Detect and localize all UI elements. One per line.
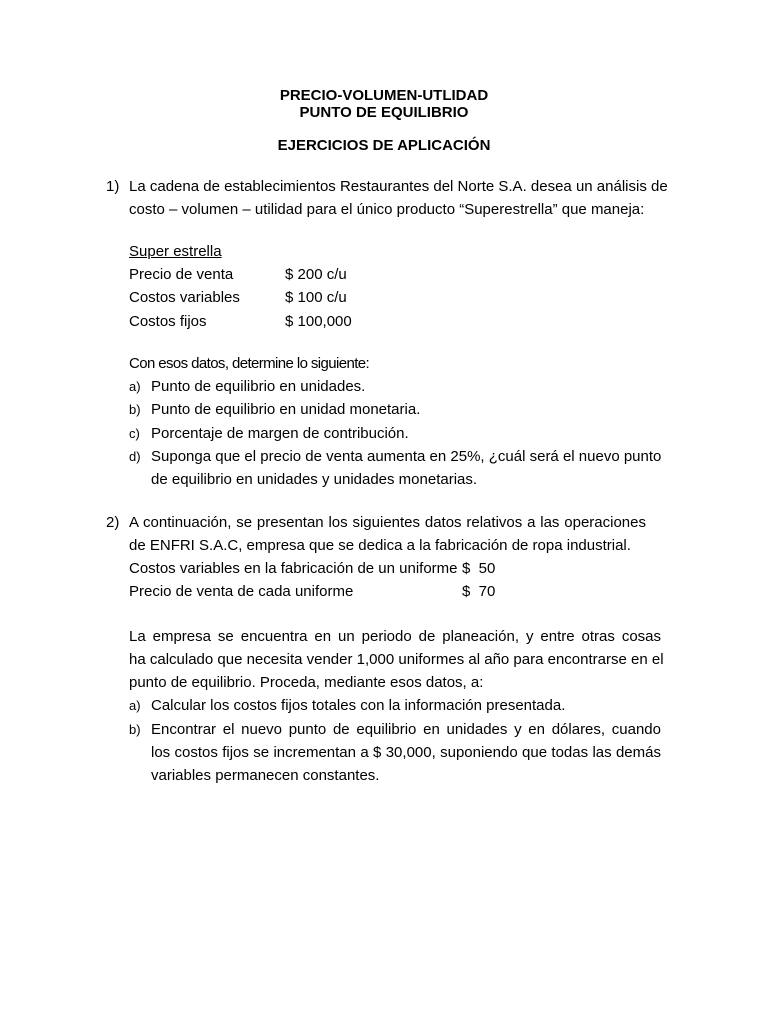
list-item: Porcentaje de margen de contribución. <box>151 425 409 442</box>
exercise-2-paragraph-line-1: La empresa se encuentra en un periodo de planeación, y entre otras cosas <box>129 628 661 645</box>
exercise-1-intro-line-2: costo – volumen – utilidad para el único producto “Superestrella” que maneja: <box>129 201 645 218</box>
variable-cost-label: Costos variables <box>129 289 240 306</box>
list-letter: a) <box>129 379 141 394</box>
document-title: PRECIO-VOLUMEN-UTLIDAD <box>279 87 489 104</box>
list-letter: a) <box>129 698 141 713</box>
exercise-2-number: 2) <box>106 514 120 531</box>
list-item: Punto de equilibrio en unidad monetaria. <box>151 401 421 418</box>
list-item-continuation: de equilibrio en unidades y unidades monetarias. <box>151 471 478 488</box>
list-letter: c) <box>129 426 140 441</box>
uniform-variable-cost-label: Costos variables en la fabricación de un uniforme <box>129 560 458 577</box>
price-value: $ 200 c/u <box>285 266 347 283</box>
list-item: Encontrar el nuevo punto de equilibrio en unidades y en dólares, cuando <box>151 721 661 738</box>
exercise-2-intro-line-1: A continuación, se presentan los siguientes datos relativos a las operaciones <box>129 514 646 531</box>
list-item: Calcular los costos fijos totales con la información presentada. <box>151 697 566 714</box>
list-letter: b) <box>129 722 141 737</box>
exercise-1-lead: Con esos datos, determine lo siguiente: <box>129 355 370 372</box>
list-letter: d) <box>129 449 141 464</box>
list-item: Punto de equilibrio en unidades. <box>151 378 366 395</box>
list-item-continuation: los costos fijos se incrementan a $ 30,000, suponiendo que todas las demás <box>151 744 661 761</box>
fixed-cost-value: $ 100,000 <box>285 313 352 330</box>
exercise-1-number: 1) <box>106 178 120 195</box>
list-letter: b) <box>129 402 141 417</box>
product-name: Super estrella <box>129 243 222 260</box>
exercise-2-intro-line-2: de ENFRI S.A.C, empresa que se dedica a la fabricación de ropa industrial. <box>129 537 631 554</box>
exercise-2-paragraph-line-2: ha calculado que necesita vender 1,000 uniformes al año para encontrarse en el <box>129 651 664 668</box>
section-heading: EJERCICIOS DE APLICACIÓN <box>277 137 491 154</box>
uniform-price-value: $ 70 <box>462 583 496 600</box>
exercise-2-paragraph-line-3: punto de equilibrio. Proceda, mediante esos datos, a: <box>129 674 484 691</box>
fixed-cost-label: Costos fijos <box>129 313 207 330</box>
exercise-1-intro-line-1: La cadena de establecimientos Restaurantes del Norte S.A. desea un análisis de <box>129 178 668 195</box>
uniform-variable-cost-value: $ 50 <box>462 560 496 577</box>
list-item-continuation: variables permanecen constantes. <box>151 767 380 784</box>
document-subtitle: PUNTO DE EQUILIBRIO <box>299 104 469 121</box>
price-label: Precio de venta <box>129 266 234 283</box>
list-item: Suponga que el precio de venta aumenta en 25%, ¿cuál será el nuevo punto <box>151 448 662 465</box>
uniform-price-label: Precio de venta de cada uniforme <box>129 583 354 600</box>
variable-cost-value: $ 100 c/u <box>285 289 347 306</box>
